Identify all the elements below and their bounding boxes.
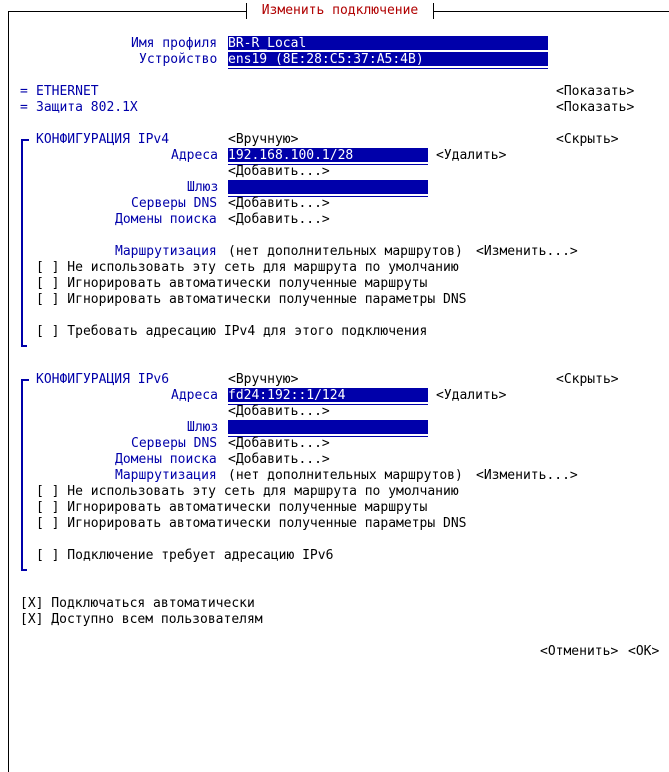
ipv6-dns-label: Серверы DNS <box>131 436 218 451</box>
ipv4-remove-address-button[interactable]: <Удалить> <box>436 148 507 163</box>
ipv4-address-value: 192.168.100.1/28 <box>228 148 354 163</box>
window-frame-left <box>8 11 9 772</box>
ipv6-heading: КОНФИГУРАЦИЯ IPv6 <box>36 372 170 387</box>
ipv6-ignore-routes-checkbox[interactable]: [ ] Игнорировать автоматически полученные маршруты <box>36 500 428 515</box>
ipv4-routing-edit-button[interactable]: <Изменить...> <box>476 244 578 259</box>
ipv4-search-domains-label: Домены поиска <box>115 212 217 227</box>
ipv4-add-address-button[interactable]: <Добавить...> <box>228 164 330 179</box>
ipv6-mode-select[interactable]: <Вручную> <box>228 372 299 387</box>
ipv6-routing-edit-button[interactable]: <Изменить...> <box>476 468 578 483</box>
ipv6-search-domains-add-button[interactable]: <Добавить...> <box>228 452 330 467</box>
device-input[interactable] <box>228 52 548 68</box>
ipv6-hide-button[interactable]: <Скрыть> <box>556 372 619 387</box>
ipv6-dns-add-button[interactable]: <Добавить...> <box>228 436 330 451</box>
security-heading: Защита 802.1X <box>36 100 138 115</box>
ipv6-section-bracket <box>21 379 29 571</box>
ok-button[interactable]: <OK> <box>628 644 660 659</box>
ipv6-never-default-checkbox[interactable]: [ ] Не использовать эту сеть для маршрута по умолчанию <box>36 484 459 499</box>
security-show-button[interactable]: <Показать> <box>556 100 635 115</box>
ipv4-ignore-dns-checkbox[interactable]: [ ] Игнорировать автоматически полученные параметры DNS <box>36 292 467 307</box>
ipv6-ignore-dns-checkbox[interactable]: [ ] Игнорировать автоматически полученные параметры DNS <box>36 516 467 531</box>
ipv6-add-address-button[interactable]: <Добавить...> <box>228 404 330 419</box>
ipv6-gateway-label: Шлюз <box>187 420 219 435</box>
ipv6-address-label: Адреса <box>171 388 218 403</box>
ipv6-required-checkbox[interactable]: [ ] Подключение требует адресацию IPv6 <box>36 548 334 563</box>
security-marker: = <box>20 100 28 115</box>
cancel-button[interactable]: <Отменить> <box>540 644 619 659</box>
device-label: Устройство <box>139 52 218 67</box>
ipv4-address-input[interactable] <box>228 148 428 164</box>
ipv6-routing-value: (нет дополнительных маршрутов) <box>228 468 463 483</box>
ipv6-address-input[interactable] <box>228 388 428 404</box>
ipv4-section-bracket <box>21 139 29 347</box>
ipv4-ignore-routes-checkbox[interactable]: [ ] Игнорировать автоматически полученные маршруты <box>36 276 428 291</box>
ipv4-required-checkbox[interactable]: [ ] Требовать адресацию IPv4 для этого подключения <box>36 324 428 339</box>
ipv4-hide-button[interactable]: <Скрыть> <box>556 132 619 147</box>
ipv6-search-domains-label: Домены поиска <box>115 452 217 467</box>
all-users-checkbox[interactable]: [X] Доступно всем пользователям <box>20 612 263 627</box>
ethernet-show-button[interactable]: <Показать> <box>556 84 635 99</box>
profile-name-value: BR-R_Local <box>228 36 307 51</box>
ipv6-address-value: fd24:192::1/124 <box>228 388 346 403</box>
window-title-text: Изменить подключение <box>261 3 419 18</box>
ethernet-marker: = <box>20 84 28 99</box>
ipv4-dns-add-button[interactable]: <Добавить...> <box>228 196 330 211</box>
ipv4-routing-value: (нет дополнительных маршрутов) <box>228 244 463 259</box>
ipv4-address-label: Адреса <box>171 148 218 163</box>
ethernet-heading: ETHERNET <box>36 84 99 99</box>
ipv4-mode-select[interactable]: <Вручную> <box>228 132 299 147</box>
ipv4-gateway-input[interactable] <box>228 180 428 196</box>
profile-name-input[interactable] <box>228 36 548 52</box>
ipv4-routing-label: Маршрутизация <box>115 244 217 259</box>
profile-name-label: Имя профиля <box>131 36 218 51</box>
ipv4-heading: КОНФИГУРАЦИЯ IPv4 <box>36 132 170 147</box>
ipv4-dns-label: Серверы DNS <box>131 196 218 211</box>
autoconnect-checkbox[interactable]: [X] Подключаться автоматически <box>20 596 255 611</box>
ipv6-routing-label: Маршрутизация <box>115 468 217 483</box>
ipv4-gateway-label: Шлюз <box>187 180 219 195</box>
device-value: ens19 (8E:28:C5:37:A5:4B) <box>228 52 424 67</box>
ipv6-remove-address-button[interactable]: <Удалить> <box>436 388 507 403</box>
window-title <box>246 3 434 19</box>
ipv4-search-domains-add-button[interactable]: <Добавить...> <box>228 212 330 227</box>
ipv6-gateway-input[interactable] <box>228 420 428 436</box>
ipv4-never-default-checkbox[interactable]: [ ] Не использовать эту сеть для маршрута по умолчанию <box>36 260 459 275</box>
